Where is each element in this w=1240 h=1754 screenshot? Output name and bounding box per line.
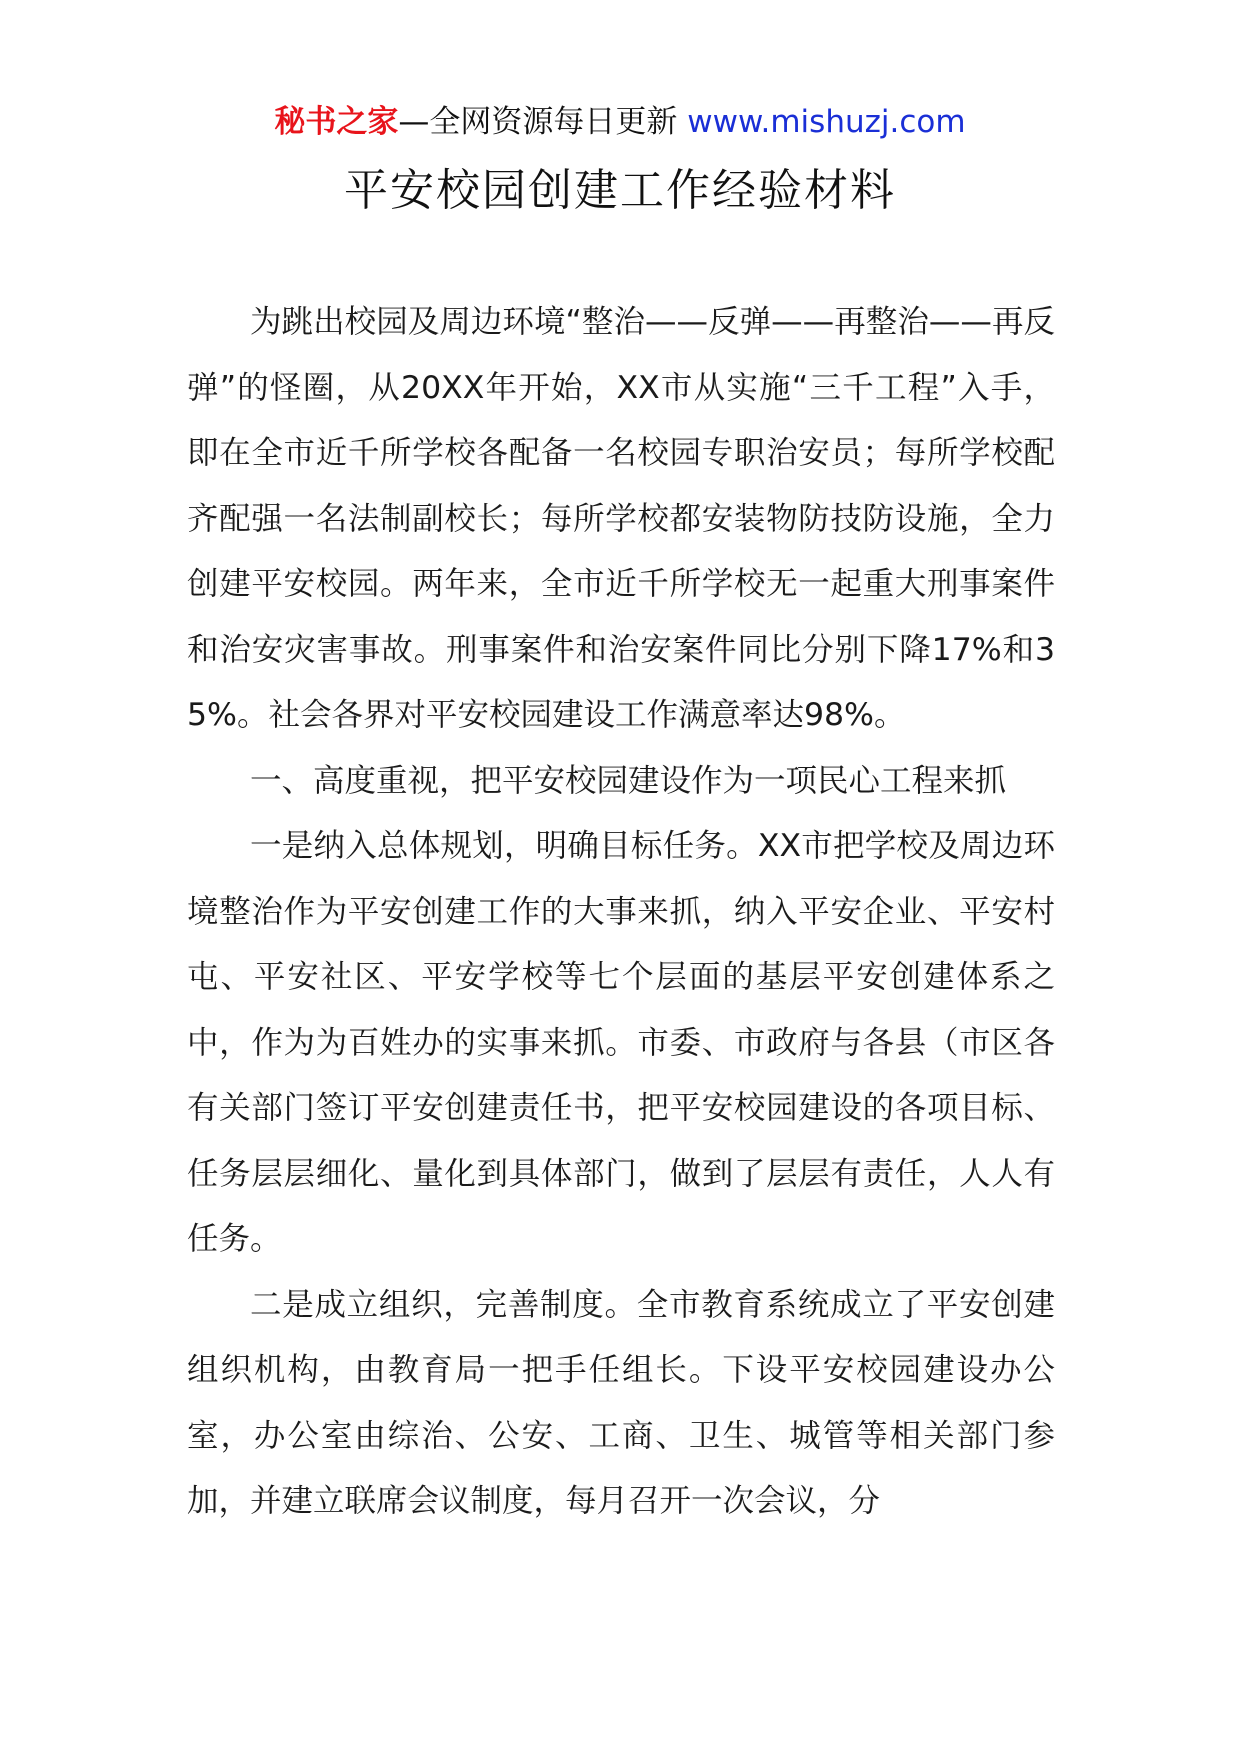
paragraph-intro: 为跳出校园及周边环境“整治——反弹——再整治——再反弹”的怪圈，从20XX年开始，XX市从实施“三千工程”入手，即在全市近千所学校各配备一名校园专职治安员；每所学校配齐配强一名法制副校长；每所学校都安装物防技防设施，全力创建平安校园。两年来，全市近千所学校无一起重大刑事案件和治安灾害事故。刑事案件和治安案件同比分别下降17%和35%。社会各界对平安校园建设工作满意率达98%。 [187, 304, 1055, 733]
banner-tagline: —全网资源每日更新 [398, 104, 678, 140]
paragraph-point-one: 一是纳入总体规划，明确目标任务。XX市把学校及周边环境整治作为平安创建工作的大事来抓，纳入平安企业、平安村屯、平安社区、平安学校等七个层面的基层平安创建体系之中，作为为百姓办的实事来抓。市委、市政府与各县（市区各有关部门签订平安创建责任书，把平安校园建设的各项目标、任务层层细化、量化到具体部门，做到了层层有责任，人人有任务。 [187, 828, 1055, 1257]
paragraph-point-two: 二是成立组织，完善制度。全市教育系统成立了平安创建组织机构，由教育局一把手任组长。下设平安校园建设办公室，办公室由综治、公安、工商、卫生、城管等相关部门参加，并建立联席会议制度，每月召开一次会议，分 [187, 1286, 1055, 1519]
document-title: 平安校园创建工作经验材料 [344, 165, 896, 216]
brand-name: 秘书之家 [274, 104, 399, 140]
site-banner [0, 100, 1240, 144]
document-body [187, 290, 1055, 1535]
section-heading: 一、高度重视，把平安校园建设作为一项民心工程来抓 [250, 762, 1007, 799]
site-url[interactable]: www.mishuzj.com [687, 104, 966, 140]
